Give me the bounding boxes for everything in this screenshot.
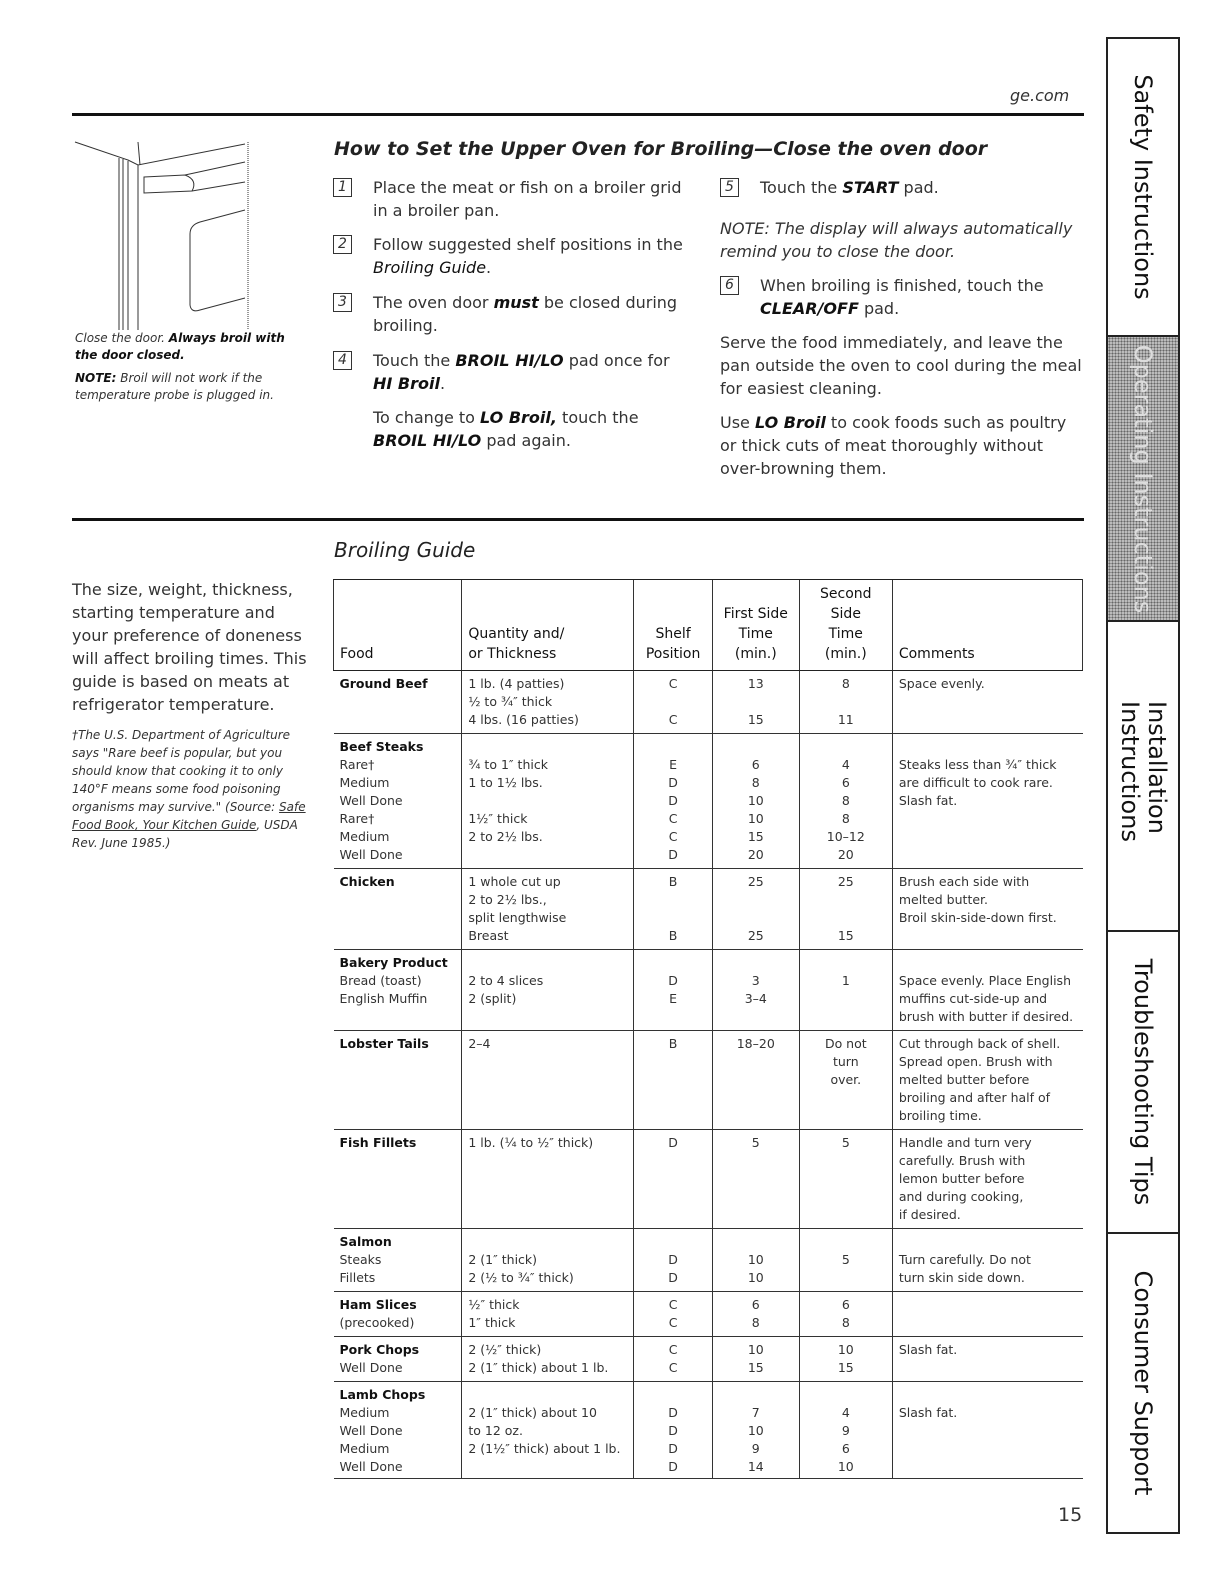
first-line <box>719 738 793 756</box>
shelf-line: C <box>668 811 678 826</box>
cell-comments <box>892 734 1082 869</box>
first-line: 8 <box>751 775 760 790</box>
comments-line: Slash fat. <box>898 1342 958 1357</box>
cell-second <box>799 1130 892 1229</box>
second-line: 8 <box>841 676 850 691</box>
cell-qty <box>462 1382 634 1479</box>
cell-food <box>334 1229 462 1292</box>
cell-first <box>712 1292 799 1337</box>
cell-comments <box>892 1031 1082 1130</box>
second-line: 25 <box>837 874 854 889</box>
step-2: 2 Follow suggested shelf positions in the Broiling Guide. <box>333 233 683 279</box>
shelf-line: D <box>668 1459 678 1474</box>
table-row <box>334 1292 1083 1337</box>
display-note: NOTE: The display will always automatically remind you to close the door. <box>720 219 1073 261</box>
second-line: Do not <box>824 1036 867 1051</box>
shelf-line: C <box>668 1315 678 1330</box>
shelf-line: B <box>668 928 678 943</box>
side-tab-installation-instructions[interactable] <box>1108 622 1178 932</box>
first-line: 10 <box>747 1270 764 1285</box>
qty-line <box>468 792 627 810</box>
qty-line <box>468 1458 627 1476</box>
food-line: Well Done <box>339 847 403 862</box>
comments-line: Slash fat. <box>898 1405 958 1420</box>
first-line: 7 <box>751 1405 760 1420</box>
cell-first <box>712 734 799 869</box>
comments-line: lemon butter before <box>898 1171 1025 1186</box>
cell-shelf <box>634 671 712 734</box>
shelf-line: D <box>668 1135 678 1150</box>
site-url: ge.com <box>1010 86 1070 105</box>
table-row <box>334 1130 1083 1229</box>
cell-shelf <box>634 734 712 869</box>
cell-shelf <box>634 869 712 950</box>
second-line <box>806 693 886 711</box>
cell-second <box>799 1292 892 1337</box>
food-line: Medium <box>339 775 390 790</box>
cell-first <box>712 1337 799 1382</box>
qty-line <box>468 1386 627 1404</box>
qty-line: 2 (½ to ¾″ thick) <box>468 1270 574 1285</box>
second-line: 8 <box>841 1315 850 1330</box>
shelf-line <box>640 738 705 756</box>
second-line: 8 <box>841 793 850 808</box>
first-line: 6 <box>751 757 760 772</box>
cell-food <box>334 671 462 734</box>
first-line: 10 <box>747 793 764 808</box>
illustration-note: NOTE: Broil will not work if the temperature probe is plugged in. <box>75 371 274 402</box>
food-line: Rare† <box>339 757 375 772</box>
qty-line: 1 to 1½ lbs. <box>468 775 543 790</box>
qty-line: 1 lb. (4 patties) <box>468 676 565 691</box>
cell-qty <box>462 1229 634 1292</box>
shelf-line: D <box>668 973 678 988</box>
second-line <box>806 1269 886 1287</box>
first-line: 15 <box>747 712 764 727</box>
second-line: 6 <box>841 1441 850 1456</box>
first-line <box>719 1233 793 1251</box>
table-row <box>334 1337 1083 1382</box>
qty-line: split lengthwise <box>468 910 567 925</box>
food-line: Well Done <box>339 1459 403 1474</box>
second-line: 5 <box>841 1252 850 1267</box>
second-line: 4 <box>841 757 850 772</box>
top-rule <box>72 113 1084 116</box>
second-line: 8 <box>841 811 850 826</box>
food-line: Fish Fillets <box>339 1135 417 1150</box>
first-line: 25 <box>747 928 764 943</box>
broiling-guide-table <box>333 579 1083 1479</box>
oven-door-illustration <box>70 130 330 330</box>
cell-second <box>799 671 892 734</box>
shelf-line: D <box>668 1270 678 1285</box>
cell-comments <box>892 1292 1082 1337</box>
section-rule <box>72 518 1084 521</box>
table-row <box>334 1229 1083 1292</box>
qty-line: 2 (1″ thick) <box>468 1252 538 1267</box>
cell-second <box>799 1229 892 1292</box>
second-line: 9 <box>841 1423 850 1438</box>
table-row <box>334 671 1083 734</box>
comments-line: and during cooking, <box>898 1189 1024 1204</box>
qty-line: to 12 oz. <box>468 1423 523 1438</box>
table-row <box>334 1031 1083 1130</box>
shelf-line: C <box>668 829 678 844</box>
cell-shelf <box>634 950 712 1031</box>
side-tab-label: Operating Instructions <box>1129 344 1157 613</box>
cell-first <box>712 950 799 1031</box>
second-line <box>806 891 886 909</box>
cell-shelf <box>634 1337 712 1382</box>
second-line: 6 <box>841 1297 850 1312</box>
page-number: 15 <box>1058 1504 1083 1526</box>
cell-qty <box>462 1292 634 1337</box>
cell-comments <box>892 671 1082 734</box>
comments-line: Spread open. Brush with <box>898 1054 1053 1069</box>
first-line: 15 <box>747 1360 764 1375</box>
shelf-line <box>640 909 705 927</box>
cell-comments <box>892 1130 1082 1229</box>
cell-qty <box>462 869 634 950</box>
second-line: 4 <box>841 1405 850 1420</box>
comments-line <box>899 1386 1077 1404</box>
comments-line: if desired. <box>898 1207 961 1222</box>
comments-line: Space evenly. <box>898 676 985 691</box>
food-line: Lamb Chops <box>339 1387 426 1402</box>
food-line: Salmon <box>339 1234 392 1249</box>
first-line: 5 <box>751 1135 760 1150</box>
column-header-comments: Comments <box>892 580 1082 671</box>
first-line <box>719 954 793 972</box>
second-line <box>806 954 886 972</box>
cell-qty <box>462 1130 634 1229</box>
illustration-caption: Close the door. Always broil with the door closed. <box>75 331 285 362</box>
cell-qty <box>462 1031 634 1130</box>
qty-line: 1″ thick <box>468 1315 516 1330</box>
food-line: (precooked) <box>339 1315 415 1330</box>
first-line <box>719 1386 793 1404</box>
column-header-second: Second Side Time (min.) <box>799 580 892 671</box>
column-header-shelf: Shelf Position <box>634 580 712 671</box>
cell-food <box>334 1031 462 1130</box>
comments-line <box>899 954 1077 972</box>
first-line: 3 <box>751 973 760 988</box>
comments-line: Slash fat. <box>898 793 958 808</box>
qty-line: 2 to 2½ lbs. <box>468 829 543 844</box>
howto-title: How to Set the Upper Oven for Broiling—Close the oven door <box>334 138 988 160</box>
shelf-line: C <box>668 1360 678 1375</box>
comments-line: brush with butter if desired. <box>898 1009 1074 1024</box>
section-side-tabs <box>1106 37 1180 1534</box>
shelf-line <box>640 1386 705 1404</box>
comments-line: Broil skin-side-down first. <box>898 910 1057 925</box>
cell-second <box>799 869 892 950</box>
side-tab-troubleshooting-tips[interactable] <box>1108 932 1178 1234</box>
usda-footnote: †The U.S. Department of Agriculture says "Rare beef is popular, but you should know that cooking it to only 140°F means some food poisoning organisms may survive." (Source: Safe Food Book, Your Kitchen Guide, USDA Rev. June 1985.) <box>72 728 306 850</box>
comments-line: melted butter. <box>898 892 988 907</box>
step-4-change: To change to LO Broil, touch the BROIL HI/LO pad again. <box>373 408 639 450</box>
first-line <box>719 891 793 909</box>
cell-first <box>712 1031 799 1130</box>
step-3: 3 The oven door must be closed during broiling. <box>333 291 683 337</box>
step-6: 6 When broiling is finished, touch the CLEAR/OFF pad. <box>720 274 1080 320</box>
side-tab-label: Troubleshooting Tips <box>1129 958 1157 1206</box>
comments-line: turn skin side down. <box>898 1270 1025 1285</box>
table-row <box>334 869 1083 950</box>
first-line: 20 <box>747 847 764 862</box>
comments-line: muffins cut-side-up and <box>898 991 1048 1006</box>
step-5: 5 Touch the START pad. <box>720 176 1080 199</box>
first-line <box>719 693 793 711</box>
cell-comments <box>892 950 1082 1031</box>
shelf-line: B <box>668 1036 678 1051</box>
shelf-line: D <box>668 847 678 862</box>
shelf-line: D <box>668 775 678 790</box>
qty-line: 2 to 2½ lbs., <box>468 892 547 907</box>
qty-line: 1 whole cut up <box>468 874 561 889</box>
first-line: 8 <box>751 1315 760 1330</box>
second-line: 11 <box>837 712 854 727</box>
qty-line: 1 lb. (¼ to ½″ thick) <box>468 1135 594 1150</box>
food-line: Ground Beef <box>339 676 428 691</box>
qty-line: ½ to ¾″ thick <box>468 694 553 709</box>
qty-line <box>468 738 627 756</box>
comments-line: broiling time. <box>898 1108 982 1123</box>
qty-line <box>468 846 627 864</box>
side-tab-consumer-support[interactable] <box>1108 1234 1178 1532</box>
cell-food <box>334 950 462 1031</box>
qty-line: 2 (1″ thick) about 10 <box>468 1405 597 1420</box>
cell-first <box>712 1229 799 1292</box>
shelf-line: B <box>668 874 678 889</box>
broiling-guide-title: Broiling Guide <box>334 538 476 562</box>
step-1: 1 Place the meat or fish on a broiler grid in a broiler pan. <box>333 176 683 222</box>
qty-line <box>468 1233 627 1251</box>
first-line: 13 <box>747 676 764 691</box>
food-line: Medium <box>339 1441 390 1456</box>
cell-qty <box>462 950 634 1031</box>
cell-second <box>799 1031 892 1130</box>
qty-line <box>468 954 627 972</box>
food-line: Pork Chops <box>339 1342 420 1357</box>
shelf-line <box>640 1233 705 1251</box>
second-line: 1 <box>841 973 850 988</box>
cell-qty <box>462 671 634 734</box>
first-line: 3–4 <box>744 991 767 1006</box>
comments-line <box>899 1233 1077 1251</box>
comments-line: Handle and turn very <box>898 1135 1032 1150</box>
second-line: 10–12 <box>826 829 865 844</box>
cell-first <box>712 1382 799 1479</box>
table-row <box>334 950 1083 1031</box>
cell-food <box>334 734 462 869</box>
first-line: 18–20 <box>736 1036 775 1051</box>
first-line: 9 <box>751 1441 760 1456</box>
cell-shelf <box>634 1229 712 1292</box>
food-line: Medium <box>339 1405 390 1420</box>
food-line: Chicken <box>339 874 395 889</box>
food-line: Well Done <box>339 793 403 808</box>
step-4: 4 Touch the BROIL HI/LO pad once for HI Broil. <box>333 349 683 395</box>
shelf-line <box>640 891 705 909</box>
column-header-food: Food <box>334 580 462 671</box>
cell-shelf <box>634 1031 712 1130</box>
serve-text: Serve the food immediately, and leave the pan outside the oven to cool during the meal for easiest cleaning. <box>720 333 1082 398</box>
cell-qty <box>462 734 634 869</box>
cell-second <box>799 1337 892 1382</box>
table-header-row <box>334 580 1083 671</box>
qty-line: 2 (1″ thick) about 1 lb. <box>468 1360 609 1375</box>
comments-line <box>899 1296 1077 1314</box>
second-line: 5 <box>841 1135 850 1150</box>
qty-line: 4 lbs. (16 patties) <box>468 712 579 727</box>
side-tab-operating-instructions[interactable] <box>1108 337 1178 622</box>
cell-comments <box>892 869 1082 950</box>
table-row <box>334 734 1083 869</box>
food-line: Well Done <box>339 1360 403 1375</box>
second-line: 6 <box>841 775 850 790</box>
side-tab-label: Consumer Support <box>1129 1270 1157 1496</box>
lo-broil-text: Use LO Broil to cook foods such as poultry or thick cuts of meat thoroughly without over-browning them. <box>720 413 1067 478</box>
qty-line: 1½″ thick <box>468 811 528 826</box>
cell-food <box>334 1130 462 1229</box>
cell-food <box>334 1292 462 1337</box>
shelf-line: C <box>668 676 678 691</box>
table-row <box>334 1382 1083 1479</box>
comments-line: Turn carefully. Do not <box>898 1252 1031 1267</box>
column-header-first: First Side Time (min.) <box>712 580 799 671</box>
shelf-line: E <box>669 991 678 1006</box>
cell-food <box>334 1382 462 1479</box>
food-line: Medium <box>339 829 390 844</box>
food-line: Rare† <box>339 811 375 826</box>
comments-line: carefully. Brush with <box>898 1153 1026 1168</box>
food-line: Fillets <box>339 1270 376 1285</box>
comments-line: Brush each side with <box>898 874 1030 889</box>
first-line: 25 <box>747 874 764 889</box>
cell-first <box>712 1130 799 1229</box>
first-line: 10 <box>747 811 764 826</box>
comments-line: melted butter before <box>898 1072 1030 1087</box>
cell-qty <box>462 1337 634 1382</box>
cell-shelf <box>634 1130 712 1229</box>
shelf-line: C <box>668 1342 678 1357</box>
side-tab-label: Installation Instructions <box>1116 701 1171 842</box>
comments-line: are difficult to cook rare. <box>898 775 1053 790</box>
side-tab-safety-instructions[interactable] <box>1108 39 1178 337</box>
second-line <box>806 1386 886 1404</box>
cell-comments <box>892 1337 1082 1382</box>
food-line: Ham Slices <box>339 1297 417 1312</box>
shelf-line <box>640 693 705 711</box>
second-line: 10 <box>837 1342 854 1357</box>
second-line: 10 <box>837 1459 854 1474</box>
cell-shelf <box>634 1382 712 1479</box>
food-line: English Muffin <box>339 991 428 1006</box>
second-line <box>806 990 886 1008</box>
first-line <box>719 909 793 927</box>
food-line: Bakery Product <box>339 955 448 970</box>
qty-line: 2 to 4 slices <box>468 973 544 988</box>
first-line: 6 <box>751 1297 760 1312</box>
comments-line <box>899 738 1077 756</box>
guide-intro: The size, weight, thickness, starting temperature and your preference of doneness will affect broiling times. This guide is based on meats at refrigerator temperature. <box>72 580 307 714</box>
cell-second <box>799 950 892 1031</box>
qty-line: ½″ thick <box>468 1297 520 1312</box>
cell-first <box>712 869 799 950</box>
food-line: Steaks <box>339 1252 382 1267</box>
cell-first <box>712 671 799 734</box>
second-line <box>806 909 886 927</box>
food-line: Well Done <box>339 1423 403 1438</box>
shelf-line: D <box>668 1441 678 1456</box>
second-line: turn <box>832 1054 859 1069</box>
side-tab-label: Safety Instructions <box>1129 74 1157 300</box>
cell-food <box>334 1337 462 1382</box>
second-line: 15 <box>837 928 854 943</box>
shelf-line: D <box>668 1252 678 1267</box>
cell-shelf <box>634 1292 712 1337</box>
shelf-line: C <box>668 1297 678 1312</box>
comments-line: Cut through back of shell. <box>898 1036 1061 1051</box>
first-line: 15 <box>747 829 764 844</box>
comments-line: Steaks less than ¾″ thick <box>898 757 1057 772</box>
qty-line: Breast <box>468 928 509 943</box>
cell-comments <box>892 1382 1082 1479</box>
shelf-line: E <box>669 757 678 772</box>
shelf-line: D <box>668 793 678 808</box>
cell-second <box>799 734 892 869</box>
food-line: Beef Steaks <box>339 739 424 754</box>
second-line: over. <box>830 1072 862 1087</box>
food-line: Lobster Tails <box>339 1036 429 1051</box>
second-line: 20 <box>837 847 854 862</box>
first-line: 10 <box>747 1423 764 1438</box>
cell-food <box>334 869 462 950</box>
second-line: 15 <box>837 1360 854 1375</box>
shelf-line: C <box>668 712 678 727</box>
first-line: 14 <box>747 1459 764 1474</box>
comments-line: broiling and after half of <box>898 1090 1051 1105</box>
qty-line: 2 (½″ thick) <box>468 1342 542 1357</box>
shelf-line <box>640 954 705 972</box>
cell-comments <box>892 1229 1082 1292</box>
shelf-line: D <box>668 1405 678 1420</box>
first-line: 10 <box>747 1342 764 1357</box>
second-line <box>806 1233 886 1251</box>
qty-line: 2 (1½″ thick) about 1 lb. <box>468 1441 621 1456</box>
comments-line: Space evenly. Place English <box>898 973 1071 988</box>
qty-line: 2 (split) <box>468 991 517 1006</box>
second-line <box>806 738 886 756</box>
food-line: Bread (toast) <box>339 973 422 988</box>
shelf-line: D <box>668 1423 678 1438</box>
column-header-qty: Quantity and/ or Thickness <box>462 580 634 671</box>
cell-second <box>799 1382 892 1479</box>
qty-line: ¾ to 1″ thick <box>468 757 548 772</box>
qty-line: 2–4 <box>468 1036 491 1051</box>
first-line: 10 <box>747 1252 764 1267</box>
